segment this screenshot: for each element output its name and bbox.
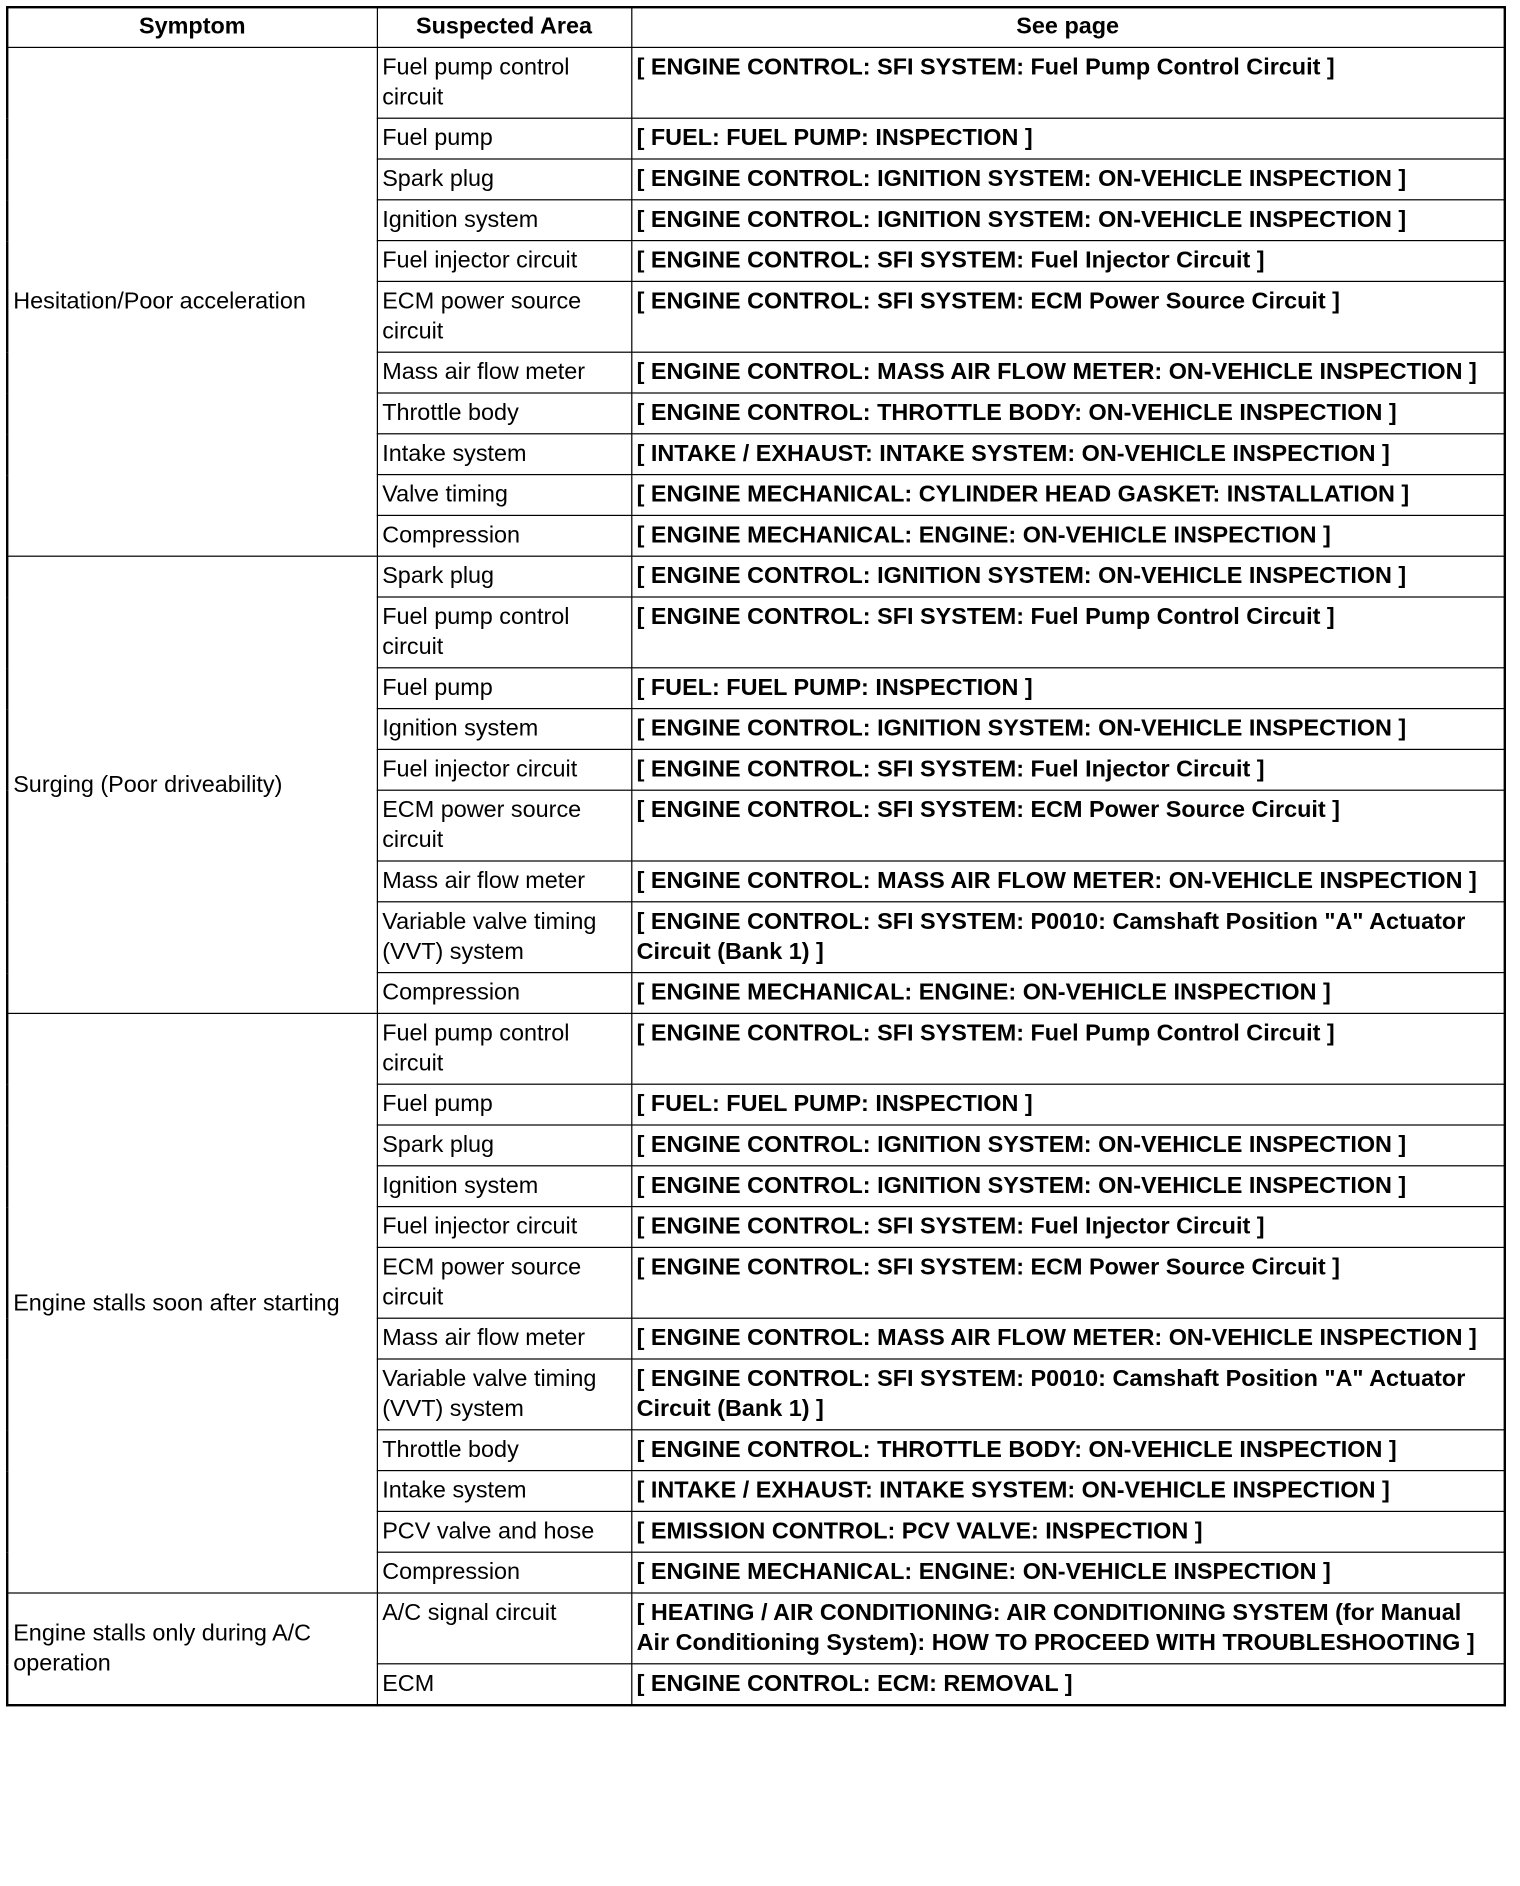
see-page-link[interactable]: [ ENGINE MECHANICAL: ENGINE: ON-VEHICLE INSPECTION ] (631, 1552, 1505, 1593)
suspected-area-cell: Fuel injector circuit (377, 241, 631, 282)
suspected-area-cell: Throttle body (377, 393, 631, 434)
suspected-area-cell: Ignition system (377, 1166, 631, 1207)
see-page-link[interactable]: [ ENGINE CONTROL: SFI SYSTEM: Fuel Injector Circuit ] (631, 241, 1505, 282)
suspected-area-cell: Mass air flow meter (377, 1318, 631, 1359)
symptom-cell: Engine stalls soon after starting (7, 1013, 377, 1593)
see-page-link[interactable]: [ ENGINE CONTROL: IGNITION SYSTEM: ON-VEHICLE INSPECTION ] (631, 709, 1505, 750)
suspected-area-cell: Variable valve timing (VVT) system (377, 1359, 631, 1430)
see-page-link[interactable]: [ ENGINE CONTROL: THROTTLE BODY: ON-VEHICLE INSPECTION ] (631, 393, 1505, 434)
see-page-link[interactable]: [ ENGINE MECHANICAL: ENGINE: ON-VEHICLE INSPECTION ] (631, 973, 1505, 1014)
see-page-link[interactable]: [ ENGINE CONTROL: SFI SYSTEM: Fuel Pump Control Circuit ] (631, 1013, 1505, 1084)
header-symptom: Symptom (7, 7, 377, 47)
see-page-link[interactable]: [ ENGINE CONTROL: MASS AIR FLOW METER: ON-VEHICLE INSPECTION ] (631, 1318, 1505, 1359)
see-page-link[interactable]: [ INTAKE / EXHAUST: INTAKE SYSTEM: ON-VEHICLE INSPECTION ] (631, 1471, 1505, 1512)
suspected-area-cell: ECM (377, 1664, 631, 1705)
see-page-link[interactable]: [ ENGINE CONTROL: SFI SYSTEM: ECM Power Source Circuit ] (631, 1247, 1505, 1318)
suspected-area-cell: Ignition system (377, 709, 631, 750)
suspected-area-cell: Compression (377, 973, 631, 1014)
see-page-link[interactable]: [ FUEL: FUEL PUMP: INSPECTION ] (631, 668, 1505, 709)
table-row (7, 1593, 1505, 1664)
see-page-link[interactable]: [ ENGINE CONTROL: SFI SYSTEM: P0010: Camshaft Position "A" Actuator Circuit (Bank 1) ] (631, 1359, 1505, 1430)
see-page-link[interactable]: [ FUEL: FUEL PUMP: INSPECTION ] (631, 1084, 1505, 1125)
suspected-area-cell: Intake system (377, 1471, 631, 1512)
see-page-link[interactable]: [ ENGINE CONTROL: SFI SYSTEM: Fuel Injector Circuit ] (631, 749, 1505, 790)
see-page-link[interactable]: [ ENGINE CONTROL: IGNITION SYSTEM: ON-VEHICLE INSPECTION ] (631, 159, 1505, 200)
see-page-link[interactable]: [ ENGINE CONTROL: THROTTLE BODY: ON-VEHICLE INSPECTION ] (631, 1430, 1505, 1471)
suspected-area-cell: Fuel pump control circuit (377, 597, 631, 668)
suspected-area-cell: Valve timing (377, 475, 631, 516)
suspected-area-cell: Spark plug (377, 159, 631, 200)
see-page-link[interactable]: [ INTAKE / EXHAUST: INTAKE SYSTEM: ON-VEHICLE INSPECTION ] (631, 434, 1505, 475)
see-page-link[interactable]: [ ENGINE CONTROL: SFI SYSTEM: ECM Power Source Circuit ] (631, 790, 1505, 861)
suspected-area-cell: Ignition system (377, 200, 631, 241)
suspected-area-cell: Compression (377, 515, 631, 556)
suspected-area-cell: Variable valve timing (VVT) system (377, 902, 631, 973)
header-suspected-area: Suspected Area (377, 7, 631, 47)
see-page-link[interactable]: [ ENGINE MECHANICAL: ENGINE: ON-VEHICLE INSPECTION ] (631, 515, 1505, 556)
suspected-area-cell: Compression (377, 1552, 631, 1593)
see-page-link[interactable]: [ ENGINE CONTROL: SFI SYSTEM: P0010: Camshaft Position "A" Actuator Circuit (Bank 1) ] (631, 902, 1505, 973)
suspected-area-cell: Intake system (377, 434, 631, 475)
see-page-link[interactable]: [ ENGINE CONTROL: SFI SYSTEM: Fuel Pump Control Circuit ] (631, 597, 1505, 668)
troubleshooting-table (6, 6, 1506, 1706)
header-row (7, 7, 1505, 47)
suspected-area-cell: Fuel pump control circuit (377, 47, 631, 118)
suspected-area-cell: Spark plug (377, 1125, 631, 1166)
symptom-cell: Engine stalls only during A/C operation (7, 1593, 377, 1705)
table-row (7, 1013, 1505, 1084)
see-page-link[interactable]: [ ENGINE CONTROL: SFI SYSTEM: Fuel Injector Circuit ] (631, 1207, 1505, 1248)
suspected-area-cell: Fuel pump (377, 118, 631, 159)
suspected-area-cell: Mass air flow meter (377, 352, 631, 393)
table-row (7, 556, 1505, 597)
suspected-area-cell: PCV valve and hose (377, 1511, 631, 1552)
header-see-page: See page (631, 7, 1505, 47)
table-row (7, 47, 1505, 118)
see-page-link[interactable]: [ ENGINE CONTROL: MASS AIR FLOW METER: ON-VEHICLE INSPECTION ] (631, 861, 1505, 902)
see-page-link[interactable]: [ ENGINE CONTROL: ECM: REMOVAL ] (631, 1664, 1505, 1705)
see-page-link[interactable]: [ ENGINE CONTROL: SFI SYSTEM: ECM Power Source Circuit ] (631, 281, 1505, 352)
see-page-link[interactable]: [ ENGINE CONTROL: IGNITION SYSTEM: ON-VEHICLE INSPECTION ] (631, 556, 1505, 597)
suspected-area-cell: Fuel injector circuit (377, 749, 631, 790)
suspected-area-cell: Mass air flow meter (377, 861, 631, 902)
suspected-area-cell: Fuel injector circuit (377, 1207, 631, 1248)
symptom-cell: Hesitation/Poor acceleration (7, 47, 377, 556)
see-page-link[interactable]: [ ENGINE MECHANICAL: CYLINDER HEAD GASKET: INSTALLATION ] (631, 475, 1505, 516)
suspected-area-cell: ECM power source circuit (377, 1247, 631, 1318)
suspected-area-cell: Throttle body (377, 1430, 631, 1471)
suspected-area-cell: Fuel pump (377, 1084, 631, 1125)
see-page-link[interactable]: [ ENGINE CONTROL: IGNITION SYSTEM: ON-VEHICLE INSPECTION ] (631, 1125, 1505, 1166)
see-page-link[interactable]: [ ENGINE CONTROL: IGNITION SYSTEM: ON-VEHICLE INSPECTION ] (631, 1166, 1505, 1207)
see-page-link[interactable]: [ ENGINE CONTROL: MASS AIR FLOW METER: ON-VEHICLE INSPECTION ] (631, 352, 1505, 393)
suspected-area-cell: A/C signal circuit (377, 1593, 631, 1664)
see-page-link[interactable]: [ ENGINE CONTROL: SFI SYSTEM: Fuel Pump Control Circuit ] (631, 47, 1505, 118)
see-page-link[interactable]: [ FUEL: FUEL PUMP: INSPECTION ] (631, 118, 1505, 159)
see-page-link[interactable]: [ ENGINE CONTROL: IGNITION SYSTEM: ON-VEHICLE INSPECTION ] (631, 200, 1505, 241)
see-page-link[interactable]: [ HEATING / AIR CONDITIONING: AIR CONDITIONING SYSTEM (for Manual Air Conditioning System): HOW TO PROCEED WITH TROUBLESHOOTING ] (631, 1593, 1505, 1664)
symptom-cell: Surging (Poor driveability) (7, 556, 377, 1013)
see-page-link[interactable]: [ EMISSION CONTROL: PCV VALVE: INSPECTION ] (631, 1511, 1505, 1552)
suspected-area-cell: Spark plug (377, 556, 631, 597)
suspected-area-cell: ECM power source circuit (377, 790, 631, 861)
suspected-area-cell: ECM power source circuit (377, 281, 631, 352)
suspected-area-cell: Fuel pump (377, 668, 631, 709)
suspected-area-cell: Fuel pump control circuit (377, 1013, 631, 1084)
